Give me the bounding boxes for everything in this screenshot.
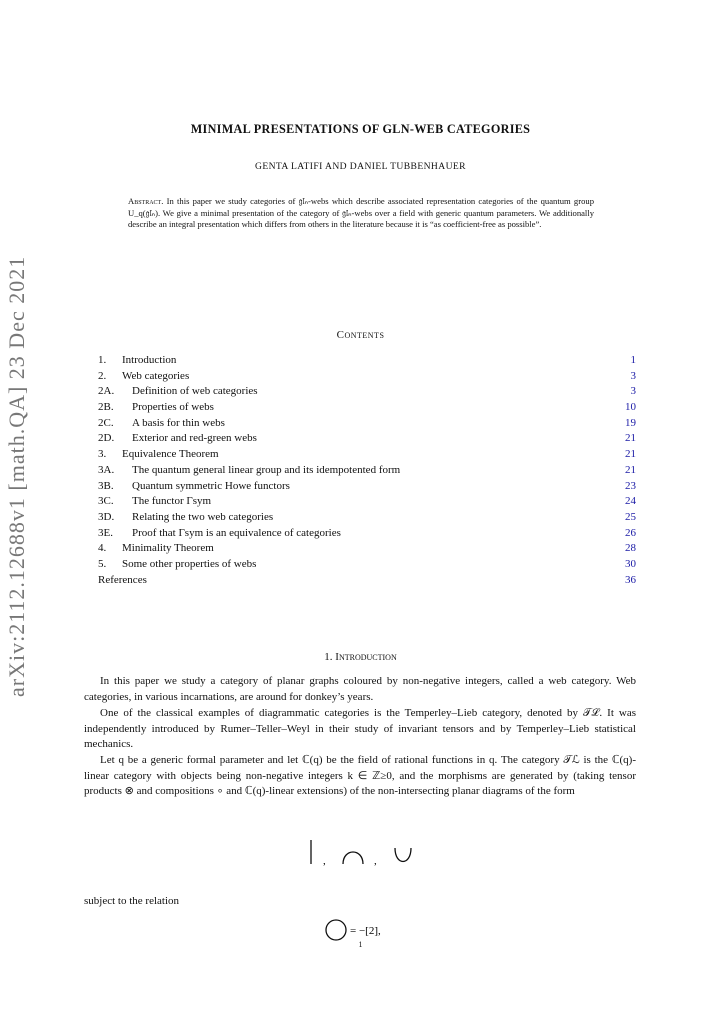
toc-entry-label: A basis for thin webs	[132, 416, 225, 429]
toc-entry-number: 2A.	[98, 385, 115, 398]
toc-entry[interactable]	[98, 541, 636, 557]
abstract	[128, 196, 594, 231]
toc-entry-page-link[interactable]: 1	[630, 354, 636, 366]
intro-paragraph-2: One of the classical examples of diagrammatic categories is the Temperley–Lieb category, denoted by 𝒯ℒ. It was independently introduced by Rumer–Teller–Weyl in their study of invariant tensors and by Temperley–Lieb statistical mechanics.	[84, 707, 636, 751]
toc-entry-page-link[interactable]: 10	[625, 401, 636, 414]
toc-entry-label: Minimality Theorem	[122, 542, 214, 555]
cap-icon	[343, 852, 363, 864]
abstract-label: Abstract.	[128, 196, 164, 206]
toc-entry-label: Introduction	[122, 354, 177, 366]
toc-entry[interactable]	[98, 463, 636, 479]
toc-entry-page-link[interactable]: 28	[625, 542, 636, 555]
toc-entry[interactable]	[98, 526, 636, 542]
toc-entry-label: Web categories	[122, 369, 190, 382]
toc-entry-page-link[interactable]: 23	[625, 479, 636, 492]
paper-title: MINIMAL PRESENTATIONS OF GLN-WEB CATEGORIES	[190, 122, 531, 136]
toc-entry-label: Exterior and red-green webs	[132, 432, 257, 445]
toc-entry-number: 2D.	[98, 432, 115, 445]
toc-entry-page-link[interactable]: 3	[630, 385, 636, 398]
toc-entry-page-link[interactable]: 21	[625, 432, 636, 445]
toc-entry-number: 3A.	[98, 463, 115, 476]
page-number: 1	[358, 940, 363, 949]
toc-entry[interactable]	[98, 494, 636, 510]
toc-entry-page-link[interactable]: 36	[625, 573, 636, 586]
toc-entry-page-link[interactable]: 25	[625, 510, 636, 523]
toc-entry-number: 3E.	[98, 526, 113, 539]
toc-entry-page-link[interactable]: 24	[625, 495, 636, 508]
toc-entry-label: The quantum general linear group and its idempotented form	[132, 463, 401, 476]
intro-paragraph-3: Let q be a generic formal parameter and let ℂ(q) be the field of rational functions in q. The category 𝒯ℒ is the ℂ(q)-linear category with objects being non-negative integers k ∈ ℤ≥0, and the morphisms are generated by (taking tensor products ⊗ and compositions ∘ and ℂ(q)-linear extensions) of the non-intersecting planar diagrams of the form	[84, 754, 636, 798]
toc-entry-number: 3C.	[98, 495, 114, 508]
toc-entry-label: Definition of web categories	[132, 385, 258, 398]
toc-entry-label: References	[98, 573, 147, 586]
toc-entry-number: 3.	[98, 448, 107, 461]
tl-generators-svg	[300, 838, 430, 870]
toc-entry-label: Some other properties of webs	[122, 557, 257, 570]
toc-entry-page-link[interactable]: 19	[625, 416, 636, 429]
toc-entry-number: 2.	[98, 369, 107, 382]
toc-entry[interactable]	[98, 416, 636, 432]
toc-entry-number: 3B.	[98, 479, 114, 492]
toc-entry-label: Equivalence Theorem	[122, 448, 219, 461]
toc-entry-number: 3D.	[98, 510, 115, 523]
contents-title: Contents	[336, 329, 385, 341]
separator-comma-2: ,	[374, 855, 377, 867]
toc-entry[interactable]	[98, 510, 636, 526]
toc-entry-label: Relating the two web categories	[132, 510, 274, 523]
toc-entry-number: 5.	[98, 557, 107, 570]
intro-paragraph-4: subject to the relation	[84, 895, 179, 907]
toc-entry-label: Properties of webs	[132, 401, 214, 414]
relation-rhs: = −[2],	[350, 925, 381, 937]
toc-entry[interactable]	[98, 573, 636, 589]
toc-entry-number: 2C.	[98, 416, 114, 429]
toc-entry-label: Proof that Γsym is an equivalence of categories	[132, 526, 341, 539]
generator-diagrams	[300, 838, 430, 870]
toc-entry[interactable]	[98, 384, 636, 400]
toc-entry[interactable]	[98, 557, 636, 573]
toc-entry-number: 1.	[98, 354, 107, 366]
toc-entry[interactable]	[98, 479, 636, 495]
table-of-contents	[98, 353, 636, 588]
arxiv-identifier: arXiv:2112.12688v1 [math.QA] 23 Dec 2021	[4, 255, 29, 697]
toc-entry-page-link[interactable]: 26	[625, 526, 636, 539]
toc-entry[interactable]	[98, 369, 636, 385]
section-heading: 1. Introduction	[324, 651, 397, 663]
toc-entry[interactable]	[98, 431, 636, 447]
toc-entry-number: 4.	[98, 542, 107, 555]
toc-entry[interactable]	[98, 353, 636, 369]
toc-entry-page-link[interactable]: 21	[625, 448, 636, 461]
toc-entry[interactable]	[98, 400, 636, 416]
toc-entry-page-link[interactable]: 21	[625, 463, 636, 476]
toc-entry[interactable]	[98, 447, 636, 463]
paper-authors: GENTA LATIFI AND DANIEL TUBBENHAUER	[255, 161, 466, 172]
intro-paragraph-1: In this paper we study a category of planar graphs coloured by non-negative integers, called a web category. Web categories, in various incarnations, are around for donkey’s years.	[84, 675, 636, 703]
circle-loop-icon	[326, 920, 346, 940]
abstract-text: In this paper we study categories of 𝔤𝔩ₙ-webs which describe associated representation categories of the quantum group U_q(𝔤𝔩ₙ). We give a minimal presentation of the category of 𝔤𝔩ₙ-webs over a field with generic quantum parameters. We additionally describe an integral presentation which differs from others in the literature because it is “as coefficient-free as possible”.	[128, 196, 594, 229]
separator-comma-1: ,	[323, 855, 326, 867]
toc-entry-label: The functor Γsym	[132, 495, 212, 508]
cup-icon	[395, 848, 411, 862]
toc-entry-label: Quantum symmetric Howe functors	[132, 479, 290, 492]
toc-entry-number: 2B.	[98, 401, 114, 414]
toc-entry-page-link[interactable]: 30	[625, 557, 636, 570]
toc-entry-page-link[interactable]: 3	[630, 369, 636, 382]
